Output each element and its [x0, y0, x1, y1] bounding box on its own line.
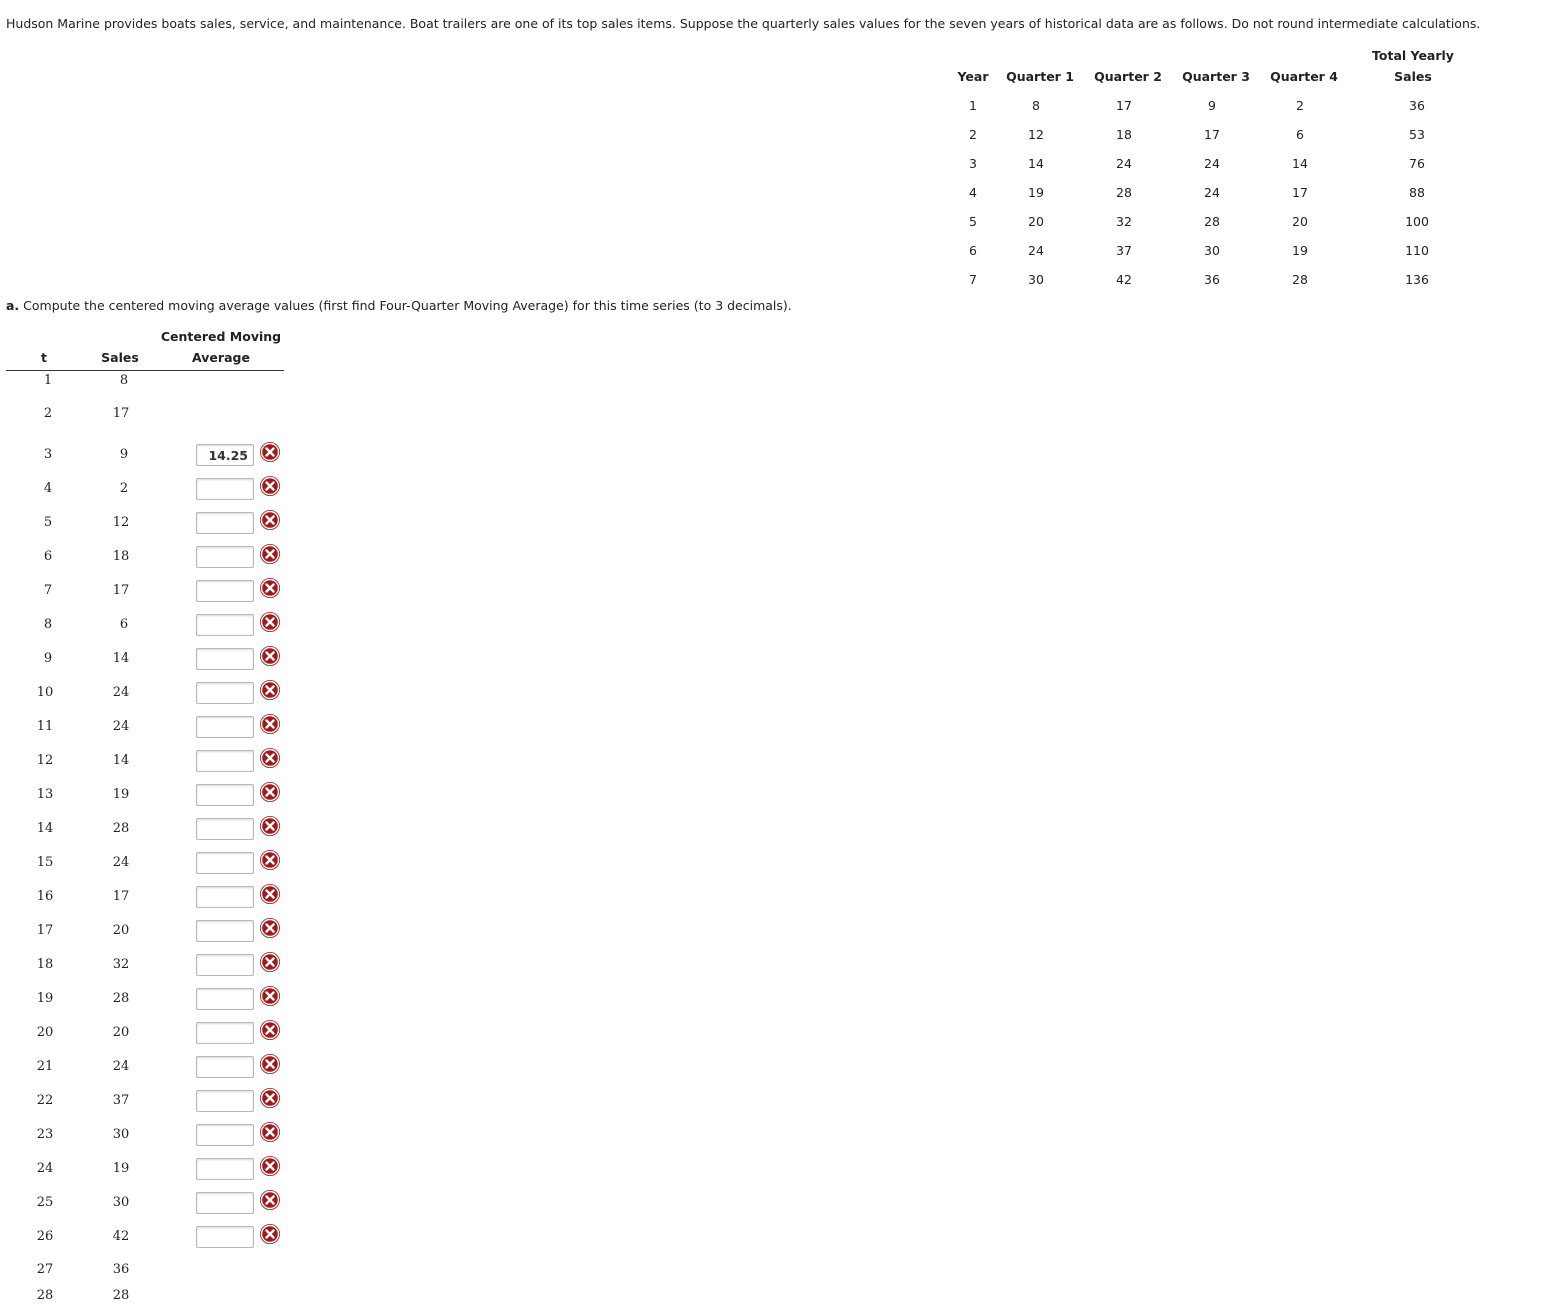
row-sales-value: 19 [112, 787, 130, 802]
incorrect-x-icon [260, 952, 280, 972]
row-t-value: 19 [36, 991, 54, 1006]
cma-answer-input[interactable] [196, 1192, 254, 1214]
history-cell-year: 5 [969, 214, 977, 229]
row-t-value: 27 [36, 1262, 54, 1277]
header-quarter-3: Quarter 3 [1182, 69, 1250, 84]
row-t-value: 21 [36, 1059, 54, 1074]
history-cell-year: 6 [969, 243, 977, 258]
incorrect-x-icon [260, 680, 280, 700]
part-a-text: Compute the centered moving average values (first find Four-Quarter Moving Average) for this time series (to 3 decimals). [19, 298, 792, 313]
history-cell-total: 53 [1409, 127, 1425, 142]
cma-answer-input[interactable] [196, 1022, 254, 1044]
history-cell-q1: 24 [1028, 243, 1044, 258]
incorrect-x-icon [260, 1156, 280, 1176]
row-t-value: 28 [36, 1288, 54, 1303]
row-sales-value: 28 [112, 991, 130, 1006]
cma-answer-input[interactable] [196, 750, 254, 772]
history-cell-q3: 28 [1204, 214, 1220, 229]
row-sales-value: 20 [112, 923, 130, 938]
cma-answer-input[interactable] [196, 444, 254, 466]
cma-answer-input[interactable] [196, 920, 254, 942]
history-cell-total: 100 [1405, 214, 1429, 229]
row-t-value: 6 [43, 549, 53, 564]
row-sales-value: 24 [112, 685, 130, 700]
row-sales-value: 42 [112, 1229, 130, 1244]
row-sales-value: 36 [112, 1262, 130, 1277]
row-sales-value: 17 [112, 583, 130, 598]
row-sales-value: 14 [112, 753, 130, 768]
row-t-value: 3 [43, 447, 53, 462]
row-t-value: 9 [43, 651, 53, 666]
incorrect-x-icon [260, 782, 280, 802]
history-cell-year: 1 [969, 98, 977, 113]
history-cell-year: 2 [969, 127, 977, 142]
cma-answer-input[interactable] [196, 1226, 254, 1248]
row-t-value: 11 [36, 719, 54, 734]
row-t-value: 18 [36, 957, 54, 972]
incorrect-x-icon [260, 1122, 280, 1142]
row-sales-value: 17 [112, 889, 130, 904]
header-total-line1: Total Yearly [1372, 48, 1454, 63]
history-cell-q3: 30 [1204, 243, 1220, 258]
cma-answer-input[interactable] [196, 954, 254, 976]
history-cell-q2: 24 [1116, 156, 1132, 171]
history-cell-q4: 6 [1296, 127, 1304, 142]
header-rule [6, 370, 284, 371]
header-cma-line2: Average [192, 350, 250, 365]
history-cell-q2: 42 [1116, 272, 1132, 287]
history-cell-q4: 20 [1292, 214, 1308, 229]
row-t-value: 2 [43, 406, 53, 421]
row-t-value: 26 [36, 1229, 54, 1244]
incorrect-x-icon [260, 442, 280, 462]
cma-answer-input[interactable] [196, 648, 254, 670]
header-quarter-2: Quarter 2 [1094, 69, 1162, 84]
history-cell-q3: 24 [1204, 156, 1220, 171]
history-cell-total: 110 [1405, 243, 1429, 258]
header-cma-line1: Centered Moving [160, 329, 282, 344]
history-cell-year: 3 [969, 156, 977, 171]
row-sales-value: 37 [112, 1093, 130, 1108]
history-cell-q4: 2 [1296, 98, 1304, 113]
incorrect-x-icon [260, 884, 280, 904]
history-cell-q2: 37 [1116, 243, 1132, 258]
header-t: t [41, 350, 47, 365]
cma-answer-input[interactable] [196, 682, 254, 704]
history-cell-q2: 32 [1116, 214, 1132, 229]
header-quarter-1: Quarter 1 [1006, 69, 1074, 84]
history-cell-q1: 20 [1028, 214, 1044, 229]
row-t-value: 7 [43, 583, 53, 598]
history-cell-q1: 14 [1028, 156, 1044, 171]
cma-answer-input[interactable] [196, 1158, 254, 1180]
row-t-value: 13 [36, 787, 54, 802]
history-cell-q3: 17 [1204, 127, 1220, 142]
cma-answer-input[interactable] [196, 1056, 254, 1078]
cma-answer-input[interactable] [196, 716, 254, 738]
row-t-value: 22 [36, 1093, 54, 1108]
header-sales: Sales [101, 350, 139, 365]
history-cell-q4: 19 [1292, 243, 1308, 258]
cma-answer-input[interactable] [196, 852, 254, 874]
incorrect-x-icon [260, 714, 280, 734]
header-year: Year [957, 69, 989, 84]
history-cell-q4: 17 [1292, 185, 1308, 200]
cma-answer-input[interactable] [196, 784, 254, 806]
history-cell-q4: 14 [1292, 156, 1308, 171]
row-sales-value: 24 [112, 855, 130, 870]
incorrect-x-icon [260, 850, 280, 870]
history-cell-year: 7 [969, 272, 977, 287]
incorrect-x-icon [260, 918, 280, 938]
incorrect-x-icon [260, 646, 280, 666]
row-sales-value: 20 [112, 1025, 130, 1040]
row-t-value: 1 [43, 373, 53, 388]
incorrect-x-icon [260, 1054, 280, 1074]
incorrect-x-icon [260, 986, 280, 1006]
part-a-label: a. [6, 298, 20, 313]
row-t-value: 5 [43, 515, 53, 530]
row-t-value: 24 [36, 1161, 54, 1176]
row-t-value: 12 [36, 753, 54, 768]
row-sales-value: 28 [112, 821, 130, 836]
cma-answer-input[interactable] [196, 478, 254, 500]
row-t-value: 8 [43, 617, 53, 632]
row-sales-value: 30 [112, 1127, 130, 1142]
history-cell-year: 4 [969, 185, 977, 200]
row-sales-value: 12 [112, 515, 130, 530]
history-cell-q1: 30 [1028, 272, 1044, 287]
incorrect-x-icon [260, 1088, 280, 1108]
row-sales-value: 14 [112, 651, 130, 666]
history-cell-q1: 8 [1032, 98, 1040, 113]
row-t-value: 17 [36, 923, 54, 938]
history-cell-q2: 17 [1116, 98, 1132, 113]
cma-answer-input[interactable] [196, 886, 254, 908]
cma-answer-input[interactable] [196, 1090, 254, 1112]
cma-answer-input[interactable] [196, 512, 254, 534]
history-cell-q1: 12 [1028, 127, 1044, 142]
cma-answer-input[interactable] [196, 546, 254, 568]
incorrect-x-icon [260, 816, 280, 836]
incorrect-x-icon [260, 544, 280, 564]
history-cell-q3: 24 [1204, 185, 1220, 200]
cma-answer-input[interactable] [196, 1124, 254, 1146]
incorrect-x-icon [260, 612, 280, 632]
row-t-value: 4 [43, 481, 53, 496]
part-a-instructions [6, 298, 792, 313]
history-cell-total: 36 [1409, 98, 1425, 113]
row-t-value: 14 [36, 821, 54, 836]
history-cell-q1: 19 [1028, 185, 1044, 200]
cma-answer-input[interactable] [196, 988, 254, 1010]
row-sales-value: 9 [119, 447, 129, 462]
incorrect-x-icon [260, 578, 280, 598]
row-t-value: 20 [36, 1025, 54, 1040]
row-sales-value: 19 [112, 1161, 130, 1176]
history-cell-q4: 28 [1292, 272, 1308, 287]
row-sales-value: 18 [112, 549, 130, 564]
incorrect-x-icon [260, 1020, 280, 1040]
header-total-line2: Sales [1394, 69, 1432, 84]
incorrect-x-icon [260, 510, 280, 530]
row-sales-value: 24 [112, 1059, 130, 1074]
incorrect-x-icon [260, 476, 280, 496]
row-sales-value: 8 [119, 373, 129, 388]
row-t-value: 25 [36, 1195, 54, 1210]
row-sales-value: 24 [112, 719, 130, 734]
cma-answer-input[interactable] [196, 818, 254, 840]
history-cell-q2: 28 [1116, 185, 1132, 200]
row-t-value: 15 [36, 855, 54, 870]
row-t-value: 16 [36, 889, 54, 904]
row-sales-value: 2 [119, 481, 129, 496]
row-t-value: 10 [36, 685, 54, 700]
history-cell-q2: 18 [1116, 127, 1132, 142]
header-quarter-4: Quarter 4 [1270, 69, 1338, 84]
row-sales-value: 6 [119, 617, 129, 632]
history-cell-q3: 36 [1204, 272, 1220, 287]
row-sales-value: 30 [112, 1195, 130, 1210]
incorrect-x-icon [260, 1224, 280, 1244]
history-cell-total: 76 [1409, 156, 1425, 171]
intro-text: Hudson Marine provides boats sales, service, and maintenance. Boat trailers are one of its top sales items. Suppose the quarterly sales values for the seven years of historical data are as follows. Do not round intermediate calculations. [6, 16, 1481, 31]
row-t-value: 23 [36, 1127, 54, 1142]
history-cell-q3: 9 [1208, 98, 1216, 113]
row-sales-value: 17 [112, 406, 130, 421]
history-cell-total: 136 [1405, 272, 1429, 287]
row-sales-value: 32 [112, 957, 130, 972]
row-sales-value: 28 [112, 1288, 130, 1303]
cma-answer-input[interactable] [196, 614, 254, 636]
incorrect-x-icon [260, 1190, 280, 1210]
history-cell-total: 88 [1409, 185, 1425, 200]
cma-answer-input[interactable] [196, 580, 254, 602]
incorrect-x-icon [260, 748, 280, 768]
